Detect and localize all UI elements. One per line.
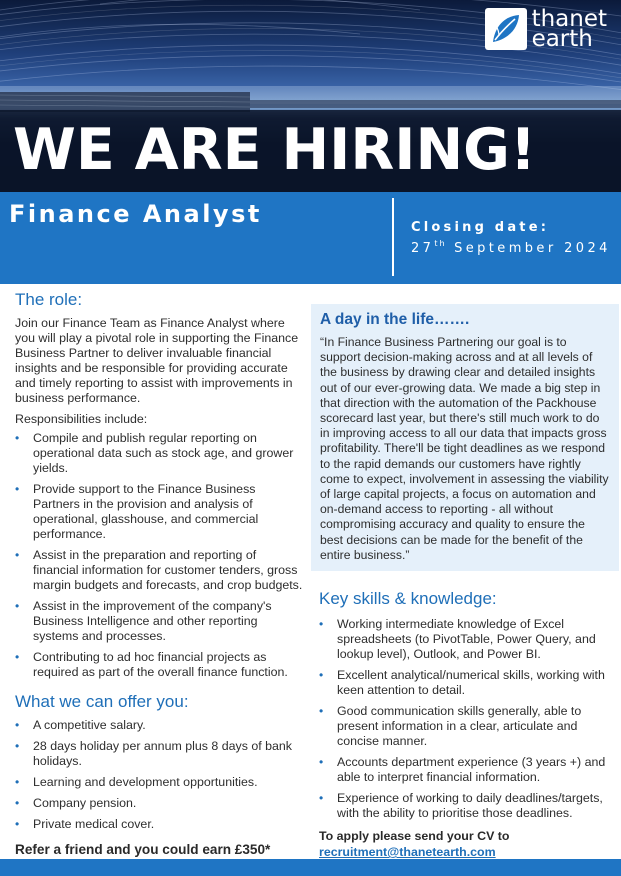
list-item: • Private medical cover. <box>15 817 303 832</box>
left-column <box>15 290 303 872</box>
leaf-logo-icon <box>485 8 527 50</box>
list-item: • Assist in the preparation and reporting of financial information for customer tenders, gross margin budgets and forecasts, and crop budgets. <box>15 548 303 593</box>
footer-bar <box>0 859 621 876</box>
closing-day-suffix: th <box>434 239 447 248</box>
list-item: • Excellent analytical/numerical skills, working with keen attention to detail. <box>319 668 619 698</box>
skills-heading: Key skills & knowledge: <box>319 589 497 609</box>
day-in-the-life-quote: “In Finance Business Partnering our goal is to support decision-making across and at all levels of the business by drawing clear and detailed insights out of our ever-growing data. We made a big step in that direction with the automation of the Packhouse scorecard last year, but there's still much work to do in improving access to all our data that impacts gross profitability. There'll be tight deadlines as we respond to the rapid demands our customers have rightly come to expect, involvement in assessing the viability of large capital projects, a focus on automation and on-demand access to reporting - all without compromising accuracy and quality to ensure the best decisions can be made for the benefit of the entire business.” <box>320 335 609 562</box>
list-item: • Provide support to the Finance Business Partners in the provision and analysis of operational, glasshouse, and commercial performance. <box>15 482 303 542</box>
closing-month-year: September 2024 <box>454 241 611 256</box>
thanet-earth-logo <box>485 8 607 50</box>
list-item: • Experience of working to daily deadlines/targets, with the ability to prioritise those deadlines. <box>319 791 619 821</box>
role-heading: The role: <box>15 290 83 309</box>
offer-list <box>15 718 303 832</box>
apply-label: To apply please send your CV to <box>319 829 510 844</box>
recruitment-email-link[interactable]: recruitment@thanetearth.com <box>319 845 496 860</box>
logo-wordmark <box>531 6 607 52</box>
list-item: • Learning and development opportunities. <box>15 775 303 790</box>
role-intro: Join our Finance Team as Finance Analyst where you will play a pivotal role in supporting the Finance Business Partner to deliver invaluable financial insights and be responsible for providing accurate and timely reporting to assist with improvements in business performance. <box>15 316 299 405</box>
skills-list <box>311 617 619 821</box>
hero-banner <box>0 0 621 192</box>
right-column <box>311 304 619 861</box>
headline: WE ARE HIRING! <box>13 117 536 183</box>
responsibilities-list <box>15 431 303 680</box>
list-item: • 28 days holiday per annum plus 8 days of bank holidays. <box>15 739 303 769</box>
logo-line-2: earth <box>531 26 593 52</box>
closing-date <box>411 239 611 256</box>
refer-a-friend: Refer a friend and you could earn £350* <box>15 842 271 857</box>
list-item: • Compile and publish regular reporting on operational data such as stock age, and grower yields. <box>15 431 303 476</box>
day-in-the-life-box <box>311 304 619 571</box>
list-item: • Company pension. <box>15 796 303 811</box>
logo-line-1: thanet <box>531 6 607 32</box>
list-item: • Assist in the improvement of the company's Business Intelligence and other reporting systems and processes. <box>15 599 303 644</box>
apply-section <box>311 829 619 861</box>
closing-date-label: Closing date: <box>411 220 550 235</box>
list-item: • Contributing to ad hoc financial projects as required as part of the overall finance function. <box>15 650 303 680</box>
job-title: Finance Analyst <box>9 200 262 228</box>
list-item: • Working intermediate knowledge of Excel spreadsheets (to PivotTable, Power Query, and lookup level), Outlook, and Power BI. <box>319 617 619 662</box>
responsibilities-label: Responsibilities include: <box>15 412 148 426</box>
day-in-the-life-heading: A day in the life……. <box>320 311 470 328</box>
list-item: • Accounts department experience (3 years +) and able to interpret financial information. <box>319 755 619 785</box>
job-title-band <box>0 192 621 284</box>
band-divider <box>392 198 394 276</box>
list-item: • A competitive salary. <box>15 718 303 733</box>
list-item: • Good communication skills generally, able to present information in a clear, articulate and concise manner. <box>319 704 619 749</box>
offer-heading: What we can offer you: <box>15 692 189 711</box>
closing-day: 27 <box>411 241 435 256</box>
